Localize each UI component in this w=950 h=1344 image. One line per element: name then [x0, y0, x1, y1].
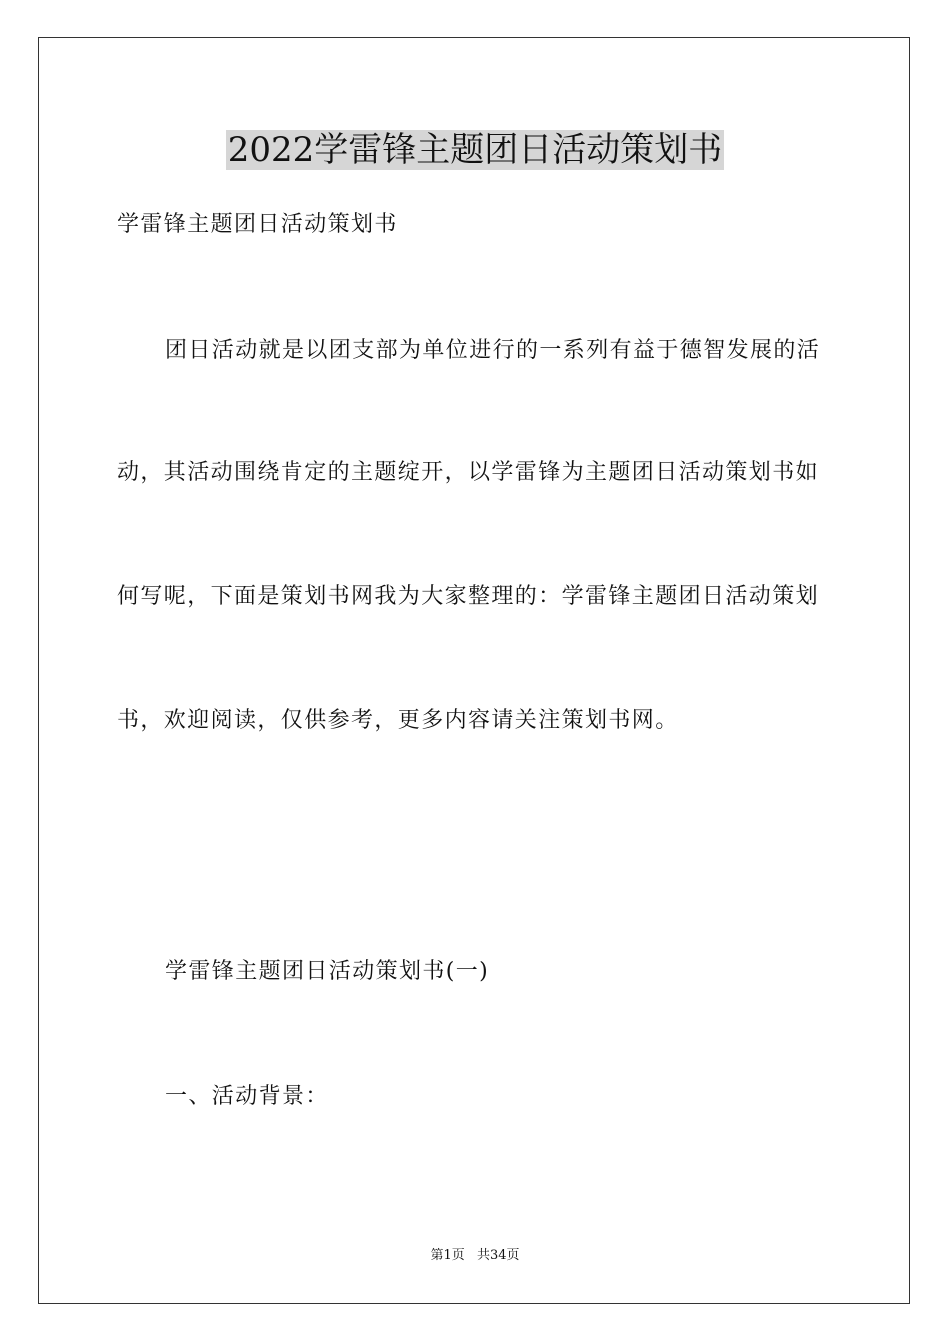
subsection-heading: 一、活动背景：	[165, 1084, 329, 1109]
page-footer	[0, 1248, 950, 1264]
paragraph-line-4: 书，欢迎阅读，仅供参考，更多内容请关注策划书网。	[117, 708, 679, 733]
paragraph-line-2: 动，其活动围绕肯定的主题绽开，以学雷锋为主题团日活动策划书如	[117, 460, 820, 485]
paragraph-line-3: 何写呢，下面是策划书网我为大家整理的：学雷锋主题团日活动策划	[117, 584, 820, 609]
paragraph-line-1: 团日活动就是以团支部为单位进行的一系列有益于德智发展的活	[165, 338, 821, 363]
section-heading: 学雷锋主题团日活动策划书(一)	[165, 959, 490, 984]
document-title	[0, 128, 950, 172]
page-number: 第1页	[430, 1248, 465, 1263]
page-total: 共34页	[476, 1248, 520, 1263]
document-subtitle: 学雷锋主题团日活动策划书	[117, 212, 398, 237]
document-title-text: 2022学雷锋主题团日活动策划书	[227, 130, 723, 170]
